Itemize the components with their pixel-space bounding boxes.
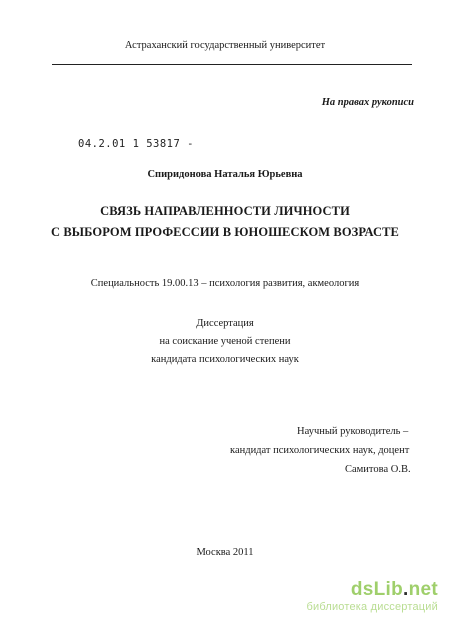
author-name: Спиридонова Наталья Юрьевна bbox=[147, 169, 303, 180]
city-year: Москва 2011 bbox=[196, 547, 254, 558]
dslib-watermark bbox=[306, 580, 438, 614]
advisor-name: Самитова О.В. bbox=[345, 464, 411, 475]
watermark-logo-dot: . bbox=[403, 579, 409, 600]
registration-stamp: 04.2.01 1 53817 - bbox=[78, 138, 194, 150]
rights-notice: На правах рукописи bbox=[321, 97, 414, 108]
advisor-degree: кандидат психологических наук, доцент bbox=[230, 445, 410, 456]
header-divider bbox=[52, 64, 412, 65]
title-line-1: СВЯЗЬ НАПРАВЛЕННОСТИ ЛИЧНОСТИ bbox=[100, 204, 350, 218]
advisor-label: Научный руководитель – bbox=[297, 426, 409, 437]
dissertation-line-2: на соискание ученой степени bbox=[159, 336, 291, 347]
dissertation-line-1: Диссертация bbox=[196, 318, 254, 329]
dissertation-title bbox=[0, 201, 450, 243]
watermark-logo-tld: net bbox=[408, 579, 438, 600]
watermark-subtitle: библиотека диссертаций bbox=[306, 601, 438, 613]
dissertation-type bbox=[0, 315, 450, 369]
watermark-logo bbox=[306, 580, 438, 600]
scientific-advisor bbox=[200, 422, 430, 479]
university-name: Астраханский государственный университет bbox=[124, 40, 326, 51]
title-line-2: С ВЫБОРОМ ПРОФЕССИИ В ЮНОШЕСКОМ ВОЗРАСТЕ bbox=[50, 225, 399, 239]
dissertation-line-3: кандидата психологических наук bbox=[151, 354, 299, 365]
specialty-line: Специальность 19.00.13 – психология развития, акмеология bbox=[90, 278, 360, 289]
watermark-logo-main: dsLib bbox=[350, 579, 403, 600]
